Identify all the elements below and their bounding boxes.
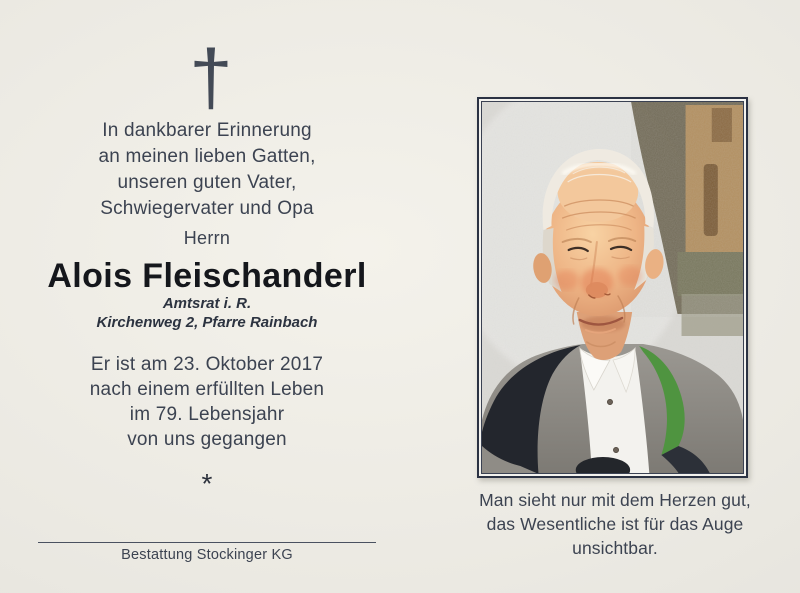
death-notice-line: Er ist am 23. Oktober 2017 — [90, 354, 324, 375]
intro-line: an meinen lieben Gatten, — [98, 146, 316, 167]
deceased-address: Kirchenweg 2, Pfarre Rainbach — [96, 314, 318, 331]
intro-line: In dankbarer Erinnerung — [102, 120, 312, 141]
portrait-photo-frame — [477, 97, 748, 478]
portrait-illustration — [482, 102, 743, 473]
quote-line: das Wesentliche ist für das Auge unsichtbar. — [486, 514, 744, 558]
funeral-home: Bestattung Stockinger KG — [121, 547, 293, 563]
cross-icon: † — [189, 33, 233, 121]
quote-line: Man sieht nur mit dem Herzen gut, — [479, 490, 751, 510]
death-notice-line: nach einem erfüllten Leben — [89, 379, 325, 400]
death-notice-line: von uns gegangen — [127, 429, 287, 450]
intro-line: unseren guten Vater, — [117, 172, 297, 193]
memorial-quote — [460, 488, 770, 560]
intro-line: Schwiegervater und Opa — [100, 198, 314, 219]
memorial-intro — [12, 118, 402, 222]
deceased-title: Amtsrat i. R. — [162, 295, 252, 312]
death-notice-line: im 79. Lebensjahr — [129, 404, 285, 425]
star-symbol: * — [201, 468, 213, 499]
portrait-photo — [481, 101, 744, 474]
death-notice — [12, 352, 402, 452]
deceased-name: Alois Fleischanderl — [47, 257, 367, 295]
salutation: Herrn — [183, 228, 231, 248]
footer-divider — [38, 542, 376, 543]
